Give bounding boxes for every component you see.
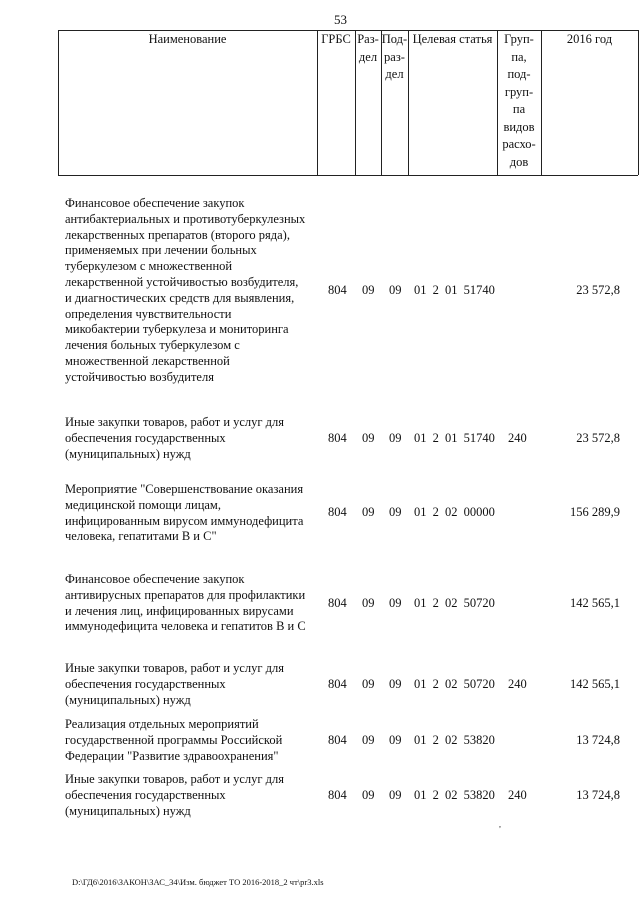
header-year: 2016 год — [566, 32, 613, 46]
row-razdel: 09 — [362, 677, 375, 691]
page-number: 53 — [334, 12, 347, 27]
row-razdel: 09 — [362, 505, 375, 519]
row-amount: 23 572,8 — [576, 431, 620, 445]
header-name: Наименование — [148, 32, 227, 46]
header-target: Целевая статья — [412, 32, 493, 46]
row-podrazdel: 09 — [389, 733, 402, 747]
row-target: 01 2 01 51740 — [414, 283, 495, 297]
row-name: Финансовое обеспечение закупок антибактериальных и противотуберкулезных лекарственных препаратов (второго ряда), применяемых при лечении больных туберкулезом с множественной лекарственной устойчивостью возбудителя, и диагностических средств для выявления, определения чувствительности микобактерии туберкулеза и мониторинга лечения больных туберкулезом с множественной лекарственной устойчивостью возбудителя — [65, 196, 306, 384]
row-podrazdel: 09 — [389, 677, 402, 691]
header-bottom-border — [58, 175, 638, 176]
row-razdel: 09 — [362, 431, 375, 445]
row-grbs: 804 — [328, 431, 347, 445]
row-name: Реализация отдельных мероприятий государственной программы Российской Федерации "Развитие здравоохранения" — [65, 717, 283, 763]
row-name: Мероприятие "Совершенствование оказания медицинской помощи лицам, инфицированным вирусом иммунодефицита человека, гепатитами В и С" — [65, 482, 304, 544]
header-podrazdel: Под- раз- дел — [381, 32, 408, 81]
row-podrazdel: 09 — [389, 788, 402, 802]
row-grbs: 804 — [328, 596, 347, 610]
header-razdel: Раз- дел — [357, 32, 379, 64]
row-group: 240 — [508, 677, 527, 691]
row-podrazdel: 09 — [389, 283, 402, 297]
row-grbs: 804 — [328, 733, 347, 747]
row-name: Иные закупки товаров, работ и услуг для обеспечения государственных (муниципальных) нужд — [65, 772, 285, 818]
row-amount: 13 724,8 — [576, 733, 620, 747]
row-target: 01 2 02 53820 — [414, 788, 495, 802]
row-amount: 23 572,8 — [576, 283, 620, 297]
col-border — [408, 30, 409, 175]
row-podrazdel: 09 — [389, 596, 402, 610]
row-target: 01 2 02 00000 — [414, 505, 495, 519]
row-razdel: 09 — [362, 733, 375, 747]
row-group: 240 — [508, 788, 527, 802]
row-razdel: 09 — [362, 596, 375, 610]
col-border — [541, 30, 542, 175]
row-target: 01 2 01 51740 — [414, 431, 495, 445]
stray-mark: , — [499, 820, 501, 829]
row-group: 240 — [508, 431, 527, 445]
row-podrazdel: 09 — [389, 505, 402, 519]
row-target: 01 2 02 50720 — [414, 596, 495, 610]
row-target: 01 2 02 50720 — [414, 677, 495, 691]
row-amount: 13 724,8 — [576, 788, 620, 802]
row-grbs: 804 — [328, 283, 347, 297]
row-name: Финансовое обеспечение закупок антивирусных препаратов для профилактики и лечения лиц, инфицированных вирусами иммунодефицита человека и гепатитов В и С — [65, 572, 306, 634]
col-border — [638, 30, 639, 175]
row-grbs: 804 — [328, 788, 347, 802]
header-grbs: ГРБС — [321, 32, 351, 46]
row-name: Иные закупки товаров, работ и услуг для обеспечения государственных (муниципальных) нужд — [65, 661, 285, 707]
col-border — [317, 30, 318, 175]
footer-file-path: D:\ГД6\2016\ЗАКОН\ЗАС_34\Изм. бюджет ТО 2016-2018_2 чт\pr3.xls — [72, 877, 324, 887]
row-amount: 142 565,1 — [570, 596, 620, 610]
row-target: 01 2 02 53820 — [414, 733, 495, 747]
row-name: Иные закупки товаров, работ и услуг для обеспечения государственных (муниципальных) нужд — [65, 415, 285, 461]
row-podrazdel: 09 — [389, 431, 402, 445]
col-border — [58, 30, 59, 175]
row-razdel: 09 — [362, 788, 375, 802]
header-group: Груп- па, под- груп- па видов расхо- дов — [502, 32, 536, 169]
row-grbs: 804 — [328, 677, 347, 691]
row-amount: 142 565,1 — [570, 677, 620, 691]
row-amount: 156 289,9 — [570, 505, 620, 519]
row-grbs: 804 — [328, 505, 347, 519]
row-razdel: 09 — [362, 283, 375, 297]
